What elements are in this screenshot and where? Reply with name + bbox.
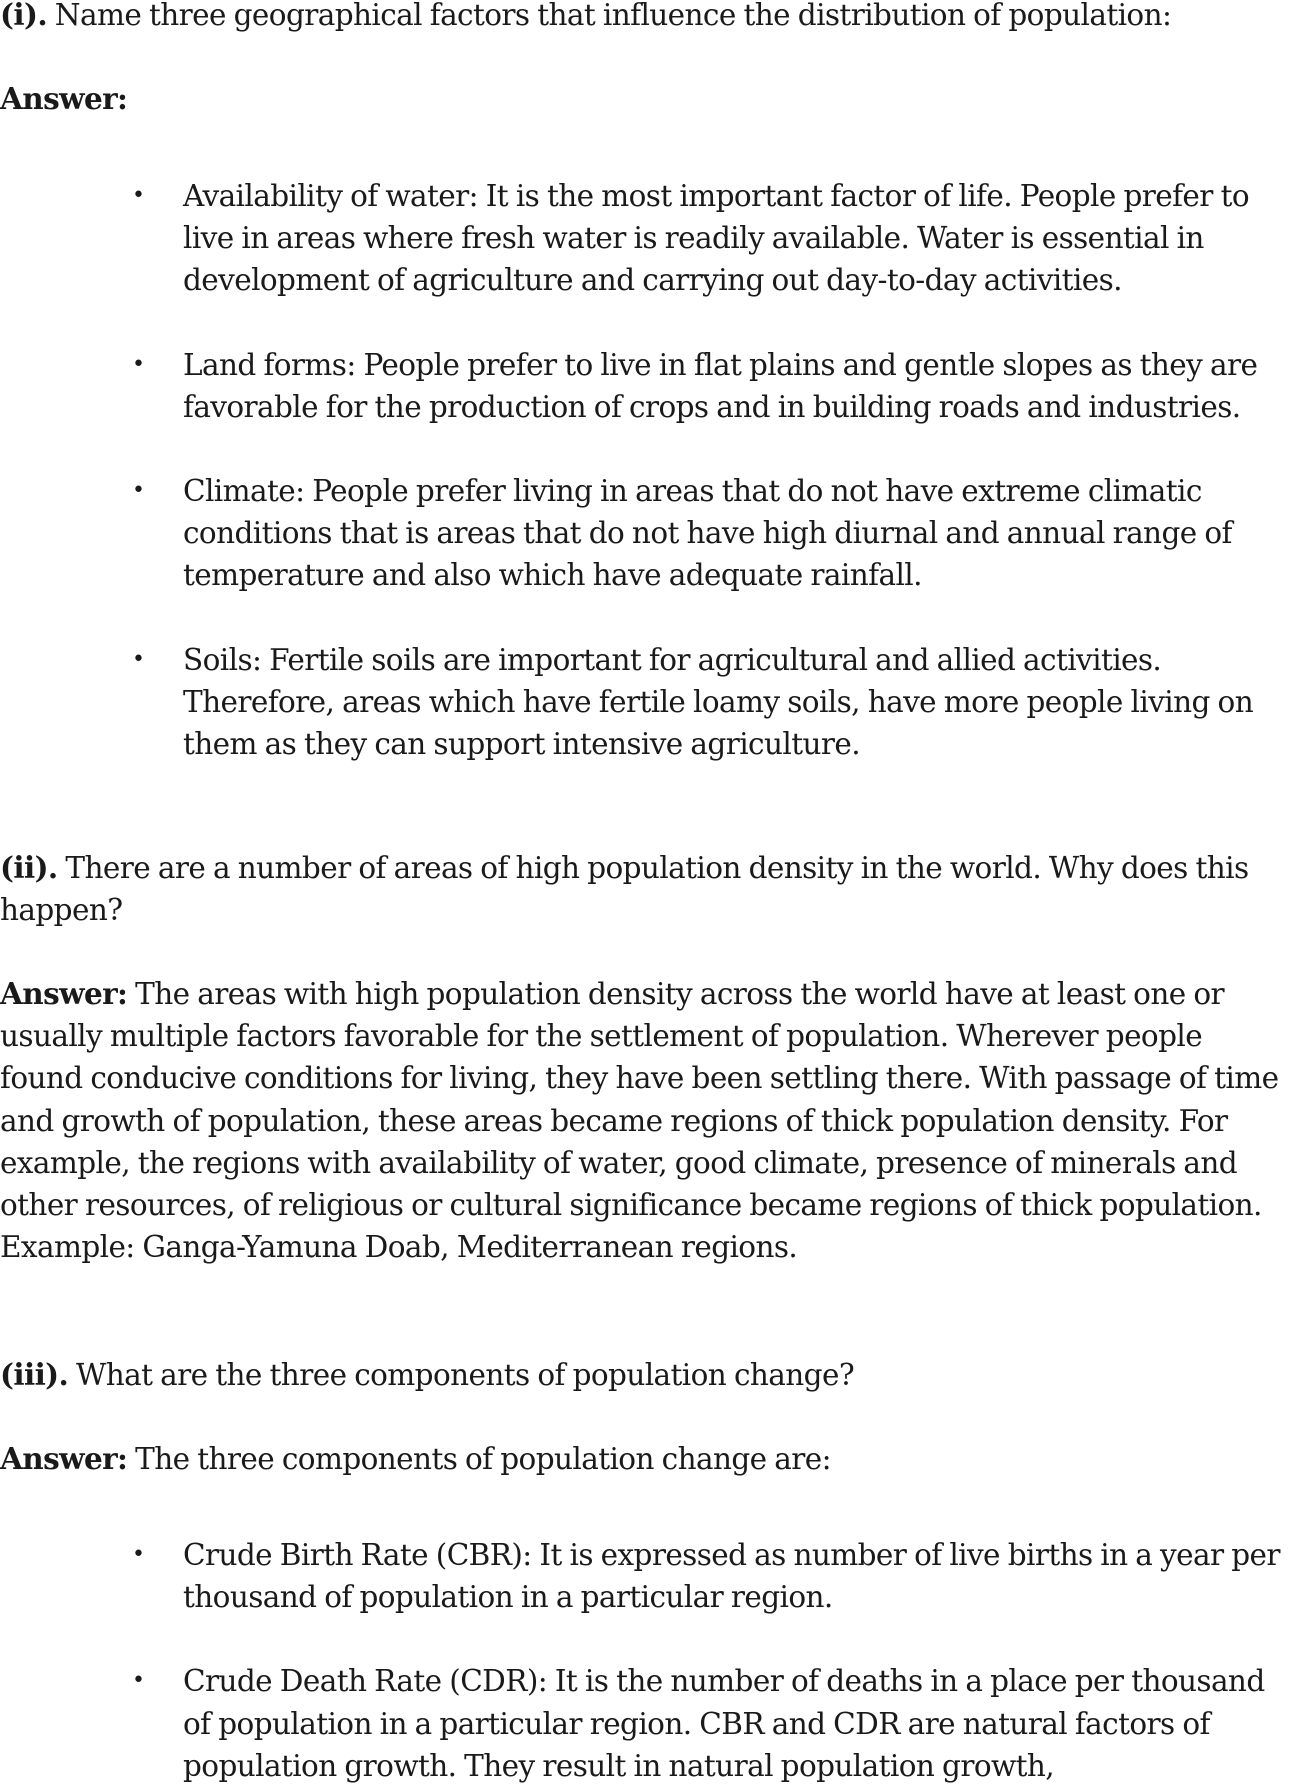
list-item [0, 470, 1296, 597]
answer-2-text: The areas with high population density across the world have at least one or usually multiple factors favorable for the settlement of population. Wherever people found conducive conditions for living, they have been settling there. With passage of time and growth of population, these areas became regions of thick population density. For example, the regions with availability of water, good climate, presence of minerals and other resources, of religious or cultural significance became regions of thick population. Example: Ganga-Yamuna Doab, Mediterranean regions. [0, 977, 1279, 1265]
list-item-text: Availability of water: It is the most important factor of life. People prefer to live in areas where fresh water is readily available. Water is essential in development of agriculture and carrying out day-to-day activities. [183, 179, 1249, 298]
bullet-icon: • [132, 1668, 145, 1694]
list-item [0, 639, 1296, 766]
bullet-icon: • [132, 351, 145, 377]
answer-3-list [0, 1534, 1296, 1787]
question-3-text: What are the three components of population change? [76, 1358, 855, 1392]
bullet-icon: • [132, 478, 145, 504]
bullet-icon: • [132, 183, 145, 208]
list-item [0, 1534, 1296, 1618]
answer-2 [0, 973, 1292, 1268]
answer-2-label: Answer: [0, 976, 128, 1011]
answer-3-text: The three components of population change are: [135, 1442, 831, 1476]
question-3-label: (iii). [0, 1357, 69, 1392]
bullet-icon: • [132, 646, 145, 672]
answer-3 [0, 1438, 1292, 1480]
answer-1-label: Answer: [0, 81, 128, 116]
question-3 [0, 1354, 1292, 1396]
question-1 [0, 0, 1292, 36]
question-2-text: There are a number of areas of high population density in the world. Why does this happen? [0, 851, 1249, 928]
answer-1-list [0, 175, 1296, 765]
list-item [0, 1660, 1296, 1787]
list-item-text: Soils: Fertile soils are important for agricultural and allied activities. Therefore, areas which have fertile loamy soils, have more people living on them as they can support intensive agriculture. [183, 642, 1254, 762]
list-item-text: Crude Death Rate (CDR): It is the number of deaths in a place per thousand of population in a particular region. CBR and CDR are natural factors of population growth. They result in natural population growth, [183, 1664, 1265, 1783]
bullet-icon: • [132, 1542, 145, 1567]
list-item-text: Climate: People prefer living in areas that do not have extreme climatic conditions that is areas that do not have high diurnal and annual range of temperature and also which have adequate rainfall. [183, 474, 1232, 593]
list-item [0, 344, 1296, 428]
list-item-text: Land forms: People prefer to live in flat plains and gentle slopes as they are favorable for the production of crops and in building roads and industries. [183, 347, 1258, 424]
question-1-label: (i). [0, 0, 47, 32]
list-item-text: Crude Birth Rate (CBR): It is expressed as number of live births in a year per thousand of population in a particular region. [183, 1538, 1280, 1615]
question-2-label: (ii). [0, 850, 58, 885]
answer-3-label: Answer: [0, 1441, 128, 1476]
list-item [0, 175, 1296, 302]
question-2 [0, 847, 1292, 931]
question-1-text: Name three geographical factors that influence the distribution of population: [54, 0, 1172, 32]
